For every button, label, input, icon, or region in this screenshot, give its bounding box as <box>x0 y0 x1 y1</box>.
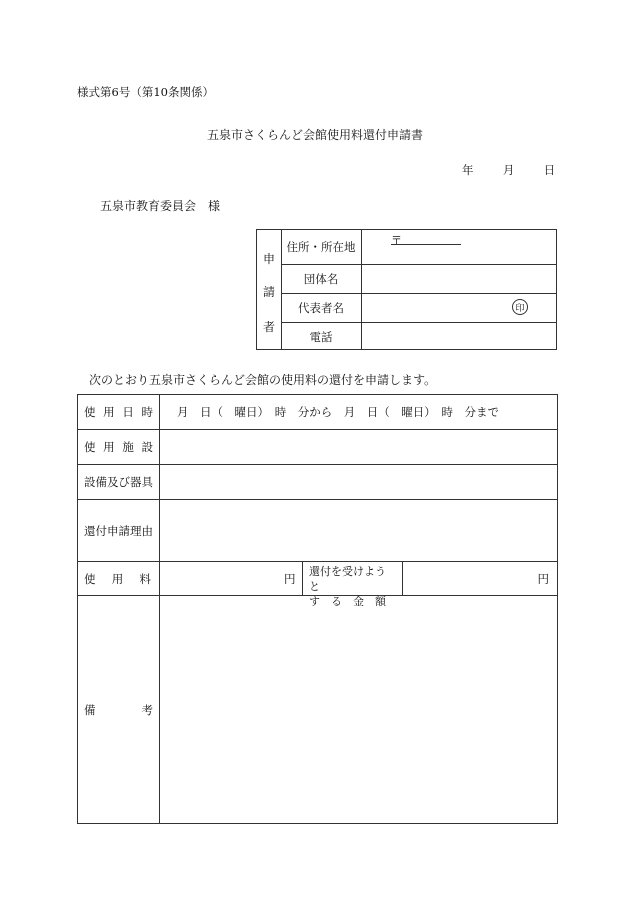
document-title: 五泉市さくらんど会館使用料還付申請書 <box>206 128 423 142</box>
label-char: 施 <box>122 440 134 454</box>
representative-label: 代表者名 <box>281 294 362 322</box>
remarks-label <box>78 596 160 824</box>
facility-label <box>78 430 160 464</box>
applicant-label-char-3: 者 <box>263 320 276 334</box>
equipment-label: 設備及び器具 <box>78 465 160 499</box>
label-char: 備 <box>84 703 96 717</box>
seal-icon: 印 <box>512 299 528 315</box>
addressee: 五泉市教育委員会 様 <box>100 199 221 213</box>
refund-application-table <box>77 394 558 824</box>
label-char: 料 <box>139 571 151 586</box>
row-fee <box>78 562 557 608</box>
fee-yen: 円 <box>284 571 296 586</box>
label-char: 設 <box>141 440 153 454</box>
address-label: 住所・所在地 <box>281 230 362 264</box>
label-char: 考 <box>141 703 153 717</box>
date-day: 日 <box>543 163 556 177</box>
date-year: 年 <box>462 163 474 177</box>
refund-label-line-1: 還付を受けようと <box>309 565 386 593</box>
applicant-label-char-2: 請 <box>263 285 276 299</box>
refund-amount-label <box>302 562 403 608</box>
label-char: 使 <box>84 440 96 454</box>
refund-yen: 円 <box>537 571 549 586</box>
applicant-row-address <box>281 230 556 265</box>
applicant-vertical-label <box>257 230 282 349</box>
label-char: 日 <box>122 405 134 419</box>
applicant-label-char-1: 申 <box>263 252 276 266</box>
reason-label: 還付申請理由 <box>78 500 160 561</box>
group-name-label: 団体名 <box>281 265 362 293</box>
applicant-row-phone <box>281 323 556 350</box>
fee-label <box>78 562 160 595</box>
intro-text: 次のとおり五泉市さくらんど会館の使用料の還付を申請します。 <box>89 373 437 387</box>
phone-label: 電話 <box>281 323 362 350</box>
row-facility <box>78 430 557 465</box>
row-remarks <box>78 596 557 824</box>
row-equipment <box>78 465 557 500</box>
date-line <box>462 162 555 178</box>
applicant-row-representative <box>281 294 556 323</box>
form-number: 様式第6号（第10条関係） <box>77 85 214 99</box>
label-char: 用 <box>103 440 115 454</box>
row-usage-datetime <box>78 395 557 430</box>
usage-datetime-field[interactable]: 月 日（ 曜日） 時 分から 月 日（ 曜日） 時 分まで <box>177 405 499 419</box>
postal-code-line[interactable] <box>391 244 461 245</box>
label-char: 用 <box>111 571 124 586</box>
refund-label-line-2: す る 金 額 <box>309 595 386 608</box>
refund-amount-field[interactable] <box>403 562 557 595</box>
applicant-row-group <box>281 265 556 294</box>
postal-mark: 〒 <box>391 234 402 247</box>
usage-datetime-label <box>78 395 160 429</box>
label-char: 使 <box>84 405 96 419</box>
label-char: 用 <box>103 405 115 419</box>
applicant-table <box>256 229 557 350</box>
label-char: 時 <box>141 405 153 419</box>
row-reason <box>78 500 557 562</box>
date-month: 月 <box>502 163 515 177</box>
label-char: 使 <box>84 571 96 586</box>
